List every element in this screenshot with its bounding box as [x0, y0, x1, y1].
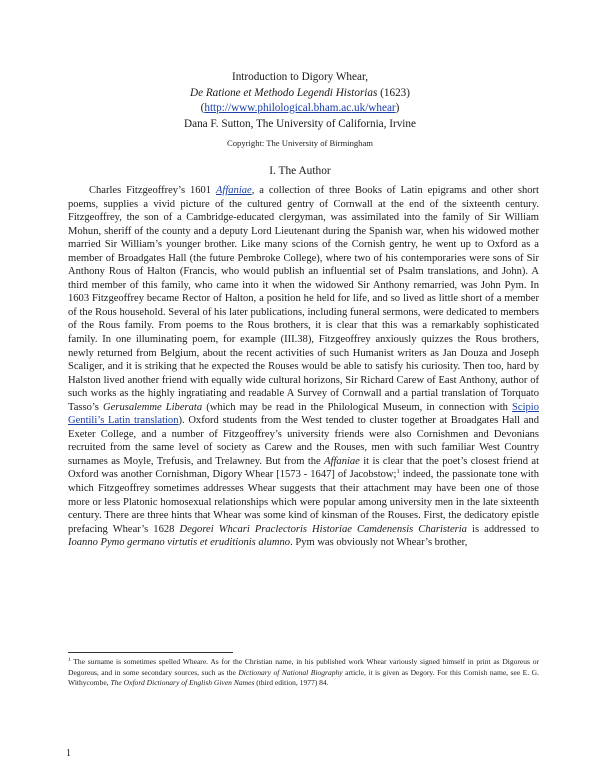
- footnote-reference[interactable]: 1: [396, 468, 400, 476]
- url-open-paren: (: [200, 102, 205, 114]
- dedication-phrase: Ioanno Pymo germano virtutis et eruditionis alumno: [68, 537, 291, 549]
- document-header: [60, 70, 540, 132]
- footnote: $^1$ The surname is sometimes spelled Wheare. As for the Christian name, in his published work Whear variously signed himself in print as Digoreus or Degoreus, and in some secondary sources, such as the Dictionary of National Biography article, it is given as Degory. For this Cornish name, see E. G. Withycombe, The Oxford Dictionary of English Given Names (third edition, 1977) 84.: [68, 657, 539, 688]
- header-author-line: Dana F. Sutton, The University of California, Irvine: [184, 117, 416, 130]
- header-work-title: De Ratione et Methodo Legendi Historias: [190, 86, 378, 99]
- affaniae-title: Affaniae: [324, 455, 360, 467]
- header-title: Introduction to Digory Whear,: [231, 71, 369, 83]
- header-url-link[interactable]: http://www.philological.bham.ac.uk/whear: [204, 102, 396, 114]
- footnote-divider: [68, 652, 233, 653]
- page-number: 1: [66, 748, 71, 759]
- oxford-dictionary-title: The Oxford Dictionary of English Given Names: [110, 678, 255, 688]
- section-heading: I. The Author: [269, 165, 331, 177]
- charisteria-title: Degorei Whcari Praclectoris Historiae Camdenensis Charisteria: [179, 523, 467, 535]
- header-work-year: (1623): [377, 86, 410, 99]
- header-url-line: [60, 101, 540, 117]
- footnote-number: 1: [68, 657, 71, 663]
- affaniae-link[interactable]: Affaniae: [215, 185, 252, 196]
- dnb-title: Dictionary of National Biography: [238, 667, 343, 677]
- scipio-gentili-link[interactable]: Scipio Gentili’s Latin translation: [68, 401, 539, 427]
- copyright-notice: Copyright: The University of Birmingham: [227, 138, 373, 148]
- url-close-paren: ): [395, 102, 400, 114]
- gerusalemme-title: Gerusalemme Liberata: [103, 401, 203, 413]
- paragraph: Charles Fitzgeoffrey’s 1601 Affaniae, a collection of three Books of Latin epigrams and other short poems, supplies a vivid picture of the cultured gentry of Cornwall at the end of the sixteenth century. Fitzgeoffrey, the son of a Cambridge-educated clergyman, was assimilated into the family of Sir William Mohun, sheriff of the county and a deputy Lord Lieutenant during the Spanish war, when his widowed mother married Sir William’s younger brother. Like many scions of the Cornish gentry, he went up to Oxford as a member of Broadgates Hall (the future Pembroke College), where two of his contemporaries were sons of Sir Anthony Rous of Halton (Francis, who would publish an influential set of Psalm translations, and John). A third member of this family, who came into it when the widowed Sir Anthony remarried, was John Pym. In 1603 Fitzgeoffrey became Rector of Halton, a position he held for life, and so lived as little short of a member of the Rous household. Several of his later publications, including funeral sermons, were dedicated to members of the Rous family. From poems to the Rous brothers, it is clear that this was a remarkably sophisticated family. In one illuminating poem, for example (III.38), Fitzgeoffrey anxiously quizzes the Rous brothers, newly returned from Belgium, about the recent activities of such Humanist writers as Jan Douza and Joseph Scaliger, and it is striking that he expected the Rouses would be able to satisfy his curiosity. Then too, hard by Halston lived another friend with equally wide cultural horizons, Sir Richard Carew of East Anthony, author of such works as the highly ingratiating and readable A Survey of Cornwall and a partial translation of Torquato Tasso’s Gerusalemme Liberata (which may be read in the Philological Museum, in connection with Scipio Gentili’s Latin translation). Oxford students from the West tended to cluster together at Broadgates Hall and Exeter College, and a number of Fitzgeoffrey’s university friends were also Cornishmen and Devonians recruited from the same level of society as Carew and the Rouses, men with such familiar West Country surnames as Moyle, Trefusis, and Trelawney. But from the Affaniae it is clear that the poet’s closest friend at Oxford was another Cornishman, Digory Whear [1573 - 1647] of Jacobstow;$^1$ indeed, the passionate tone with which Fitzgeoffrey sometimes addresses Whear suggests that their attachment may have been one of those more or less Platonic homosexual relationships which were popular among university men in the late sixteenth century. There are three hints that Whear was some kind of kinsman of the Rouses. First, the dedicatory epistle prefacing Whear’s 1628 Degorei Whcari Praclectoris Historiae Camdenensis Charisteria is addressed to Ioanno Pymo germano virtutis et eruditionis alumno. Pym was obviously not Whear’s brother,: [68, 185, 539, 549]
- body-text: [68, 184, 539, 550]
- header-work-line: [60, 86, 540, 102]
